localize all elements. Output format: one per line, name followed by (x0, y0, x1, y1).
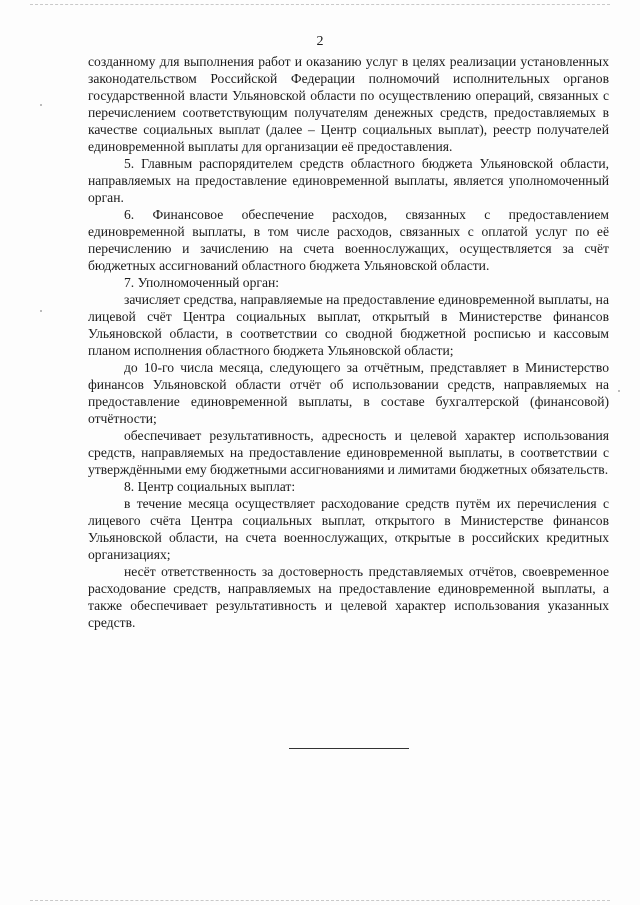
paragraph-item-7-duty-3: обеспечивает результативность, адресность и целевой характер использования средств, направляемых на предоставление единовременной выплаты, в соответствии с утверждёнными ему бюджетными ассигнованиями и лимитами бюджетных обязательств. (88, 428, 609, 477)
paragraph-item-7-duty-2: до 10-го числа месяца, следующего за отчётным, представляет в Министерство финансов Ульяновской области отчёт об использовании средств, направляемых на предоставление единовременной выплаты, в составе бухгалтерской (финансовой) отчётности; (88, 360, 609, 426)
scan-speck (618, 390, 620, 392)
scan-speck (40, 104, 42, 106)
scan-edge-bottom (30, 900, 610, 901)
paragraph-continuation: созданному для выполнения работ и оказанию услуг в целях реализации установленных законодательством Российской Федерации полномочий исполнительных органов государственной власти Ульяновской области по осуществлению операций, связанных с перечислением соответствующим получателям денежных средств, предоставляемых в качестве социальных выплат (далее – Центр социальных выплат), реестр получателей единовременной выплаты для организации её предоставления. (88, 54, 609, 154)
paragraph-item-7-duty-1: зачисляет средства, направляемые на предоставление единовременной выплаты, на лицевой счёт Центра социальных выплат, открытый в Министерстве финансов Ульяновской области, в соответствии со сводной бюджетной росписью и кассовым планом исполнения областного бюджета Ульяновской области; (88, 292, 609, 358)
document-body (88, 53, 609, 631)
paragraph-item-5: 5. Главным распорядителем средств областного бюджета Ульяновской области, направляемых на предоставление единовременной выплаты, является уполномоченный орган. (88, 156, 609, 205)
paragraph-item-8-heading: 8. Центр социальных выплат: (124, 479, 296, 494)
scan-edge-top (30, 4, 610, 5)
paragraph-item-6: 6. Финансовое обеспечение расходов, связанных с предоставлением единовременной выплаты, в том числе расходов, связанных с оплатой услуг по её перечислению и зачислению на счета военнослужащих, осуществляется за счёт бюджетных ассигнований областного бюджета Ульяновской области. (88, 207, 609, 273)
paragraph-item-8-duty-2: несёт ответственность за достоверность представляемых отчётов, своевременное расходование средств, направляемых на предоставление единовременной выплаты, а также обеспечивает результативность и целевой характер использования указанных средств. (88, 564, 609, 630)
paragraph-item-7-heading: 7. Уполномоченный орган: (124, 275, 280, 290)
page-number: 2 (316, 34, 324, 49)
end-of-document-rule (289, 748, 409, 749)
scan-speck (40, 310, 42, 312)
paragraph-item-8-duty-1: в течение месяца осуществляет расходование средств путём их перечисления с лицевого счёта Центра социальных выплат, открытого в Министерстве финансов Ульяновской области, на счета военнослужащих, открытые в российских кредитных организациях; (88, 496, 609, 562)
